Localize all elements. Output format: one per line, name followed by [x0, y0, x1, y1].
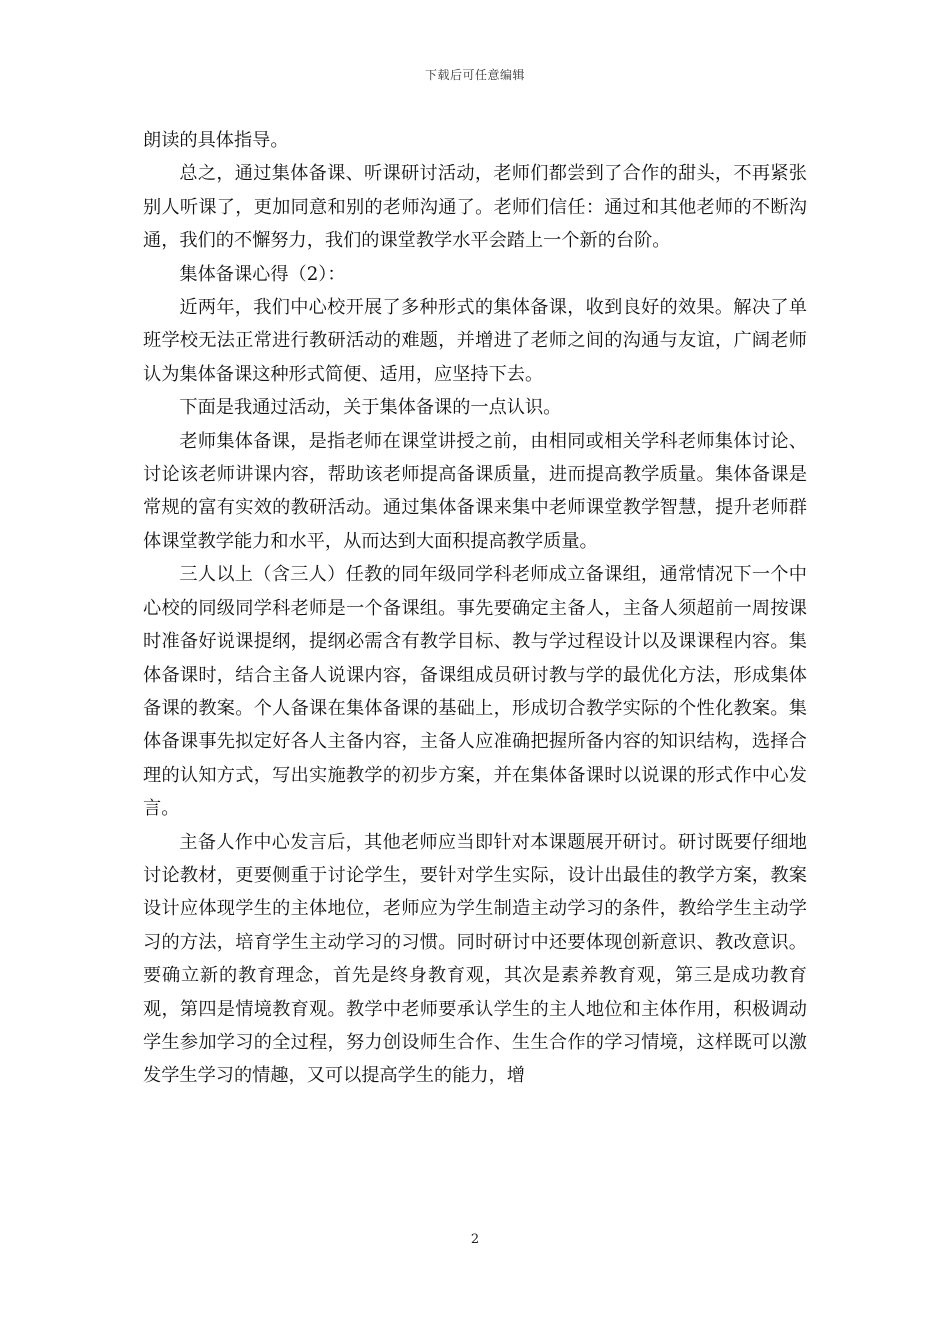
paragraph-discussion: 主备人作中心发言后，其他老师应当即针对本课题展开研讨。研讨既要仔细地讨论教材，更要侧重于讨论学生，要针对学生实际，设计出最佳的教学方案，教案设计应体现学生的主体地位，老师应为学生制造主动学习的条件，教给学生主动学习的方法，培育学生主动学习的习惯。同时研讨中还要体现创新意识、教改意识。要确立新的教育理念，首先是终身教育观，其次是素养教育观，第三是成功教育观，第四是情境教育观。教学中老师要承认学生的主人地位和主体作用，积极调动学生参加学习的全过程，努力创设师生合作、生生合作的学习情境，这样既可以激发学生学习的情趣，又可以提高学生的能力，增: [143, 831, 807, 1087]
paragraph-transition: 下面是我通过活动，关于集体备课的一点认识。: [179, 397, 562, 419]
section-heading: 集体备课心得（2）：: [179, 263, 346, 285]
page-header-note: 下载后可任意编辑: [424, 68, 525, 82]
paragraph-definition: 老师集体备课，是指老师在课堂讲授之前，由相同或相关学科老师集体讨论、讨论该老师讲课内容，帮助该老师提高备课质量，进而提高教学质量。集体备课是常规的富有实效的教研活动。通过集体备课来集中老师课堂教学智慧，提升老师群体课堂教学能力和水平，从而达到大面积提高教学质量。: [143, 430, 807, 552]
paragraph-organization: 三人以上（含三人）任教的同年级同学科老师成立备课组，通常情况下一个中心校的同级同学科老师是一个备课组。事先要确定主备人，主备人须超前一周按课时准备好说课提纲，提纲必需含有教学目标、教与学过程设计以及课课程内容。集体备课时，结合主备人说课内容，备课组成员研讨教与学的最优化方法，形成集体备课的教案。个人备课在集体备课的基础上，形成切合教学实际的个性化教案。集体备课事先拟定好各人主备内容，主备人应准确把握所备内容的知识结构，选择合理的认知方式，写出实施教学的初步方案，并在集体备课时以说课的形式作中心发言。: [143, 564, 807, 820]
paragraph-summary: 总之，通过集体备课、听课研讨活动，老师们都尝到了合作的甜头，不再紧张别人听课了，更加同意和别的老师沟通了。老师们信任：通过和其他老师的不断沟通，我们的不懈努力，我们的课堂教学水平会踏上一个新的台阶。: [143, 163, 807, 252]
paragraph-continuation: 朗读的具体指导。: [143, 130, 289, 151]
document-body: [143, 124, 807, 1093]
page-number: 2: [470, 1232, 480, 1247]
paragraph-intro: 近两年，我们中心校开展了多种形式的集体备课，收到良好的效果。解决了单班学校无法正常进行教研活动的难题，并增进了老师之间的沟通与友谊，广阔老师认为集体备课这种形式简便、适用，应坚持下去。: [143, 297, 807, 385]
